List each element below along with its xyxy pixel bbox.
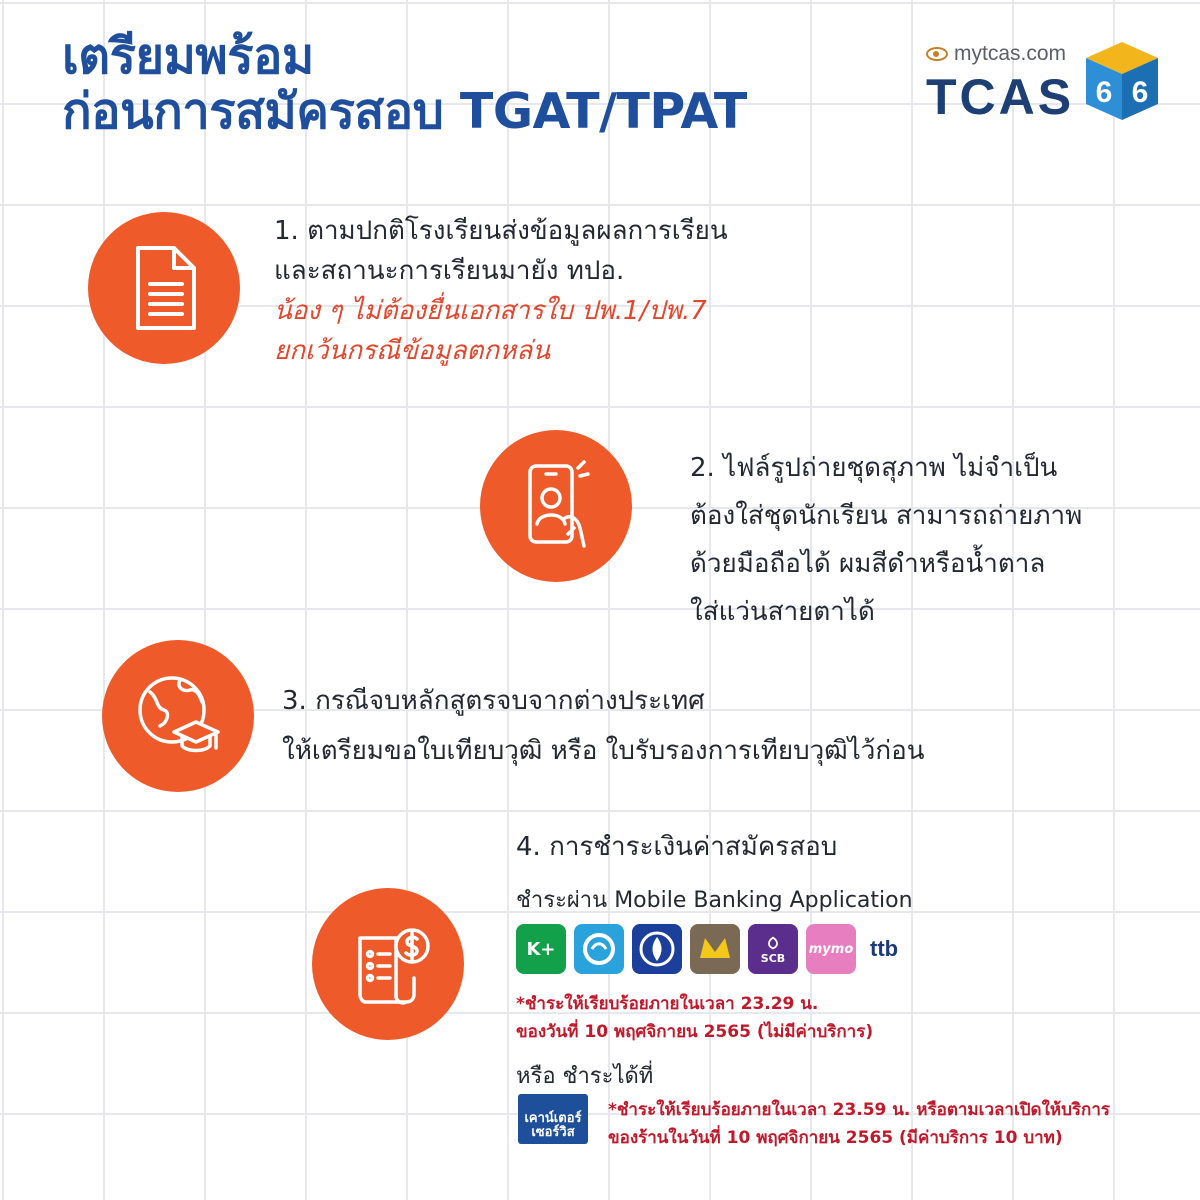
globe-graduation-icon: [130, 668, 226, 764]
logo-num-2: 6: [1131, 76, 1149, 109]
item-4-icon-circle: [312, 888, 464, 1040]
counter-payment-note: [608, 1096, 1110, 1152]
logo-wordmark: TCAS: [926, 69, 1075, 125]
ttb-icon: ttb: [870, 936, 899, 961]
item-1-icon-circle: [88, 212, 240, 364]
document-icon: [116, 240, 212, 336]
pay-via-text: ชำระผ่าน Mobile Banking Application: [516, 888, 913, 913]
eye-icon: [926, 47, 948, 61]
item-1-note-2: ยกเว้นกรณีข้อมูลตกหล่น: [274, 336, 550, 366]
bank-app-list: [516, 924, 898, 974]
item-2-line-2: ต้องใส่ชุดนักเรียน สามารถถ่ายภาพ: [690, 501, 1083, 531]
kplus-icon: K+: [516, 924, 566, 974]
logo-num-1: 6: [1095, 76, 1113, 109]
tcas-logo: [926, 36, 1166, 125]
item-3-line-2: ให้เตรียมขอใบเทียบวุฒิ หรือ ใบรับรองการเทียบวุฒิไว้ก่อน: [282, 736, 925, 766]
item-4-heading: 4. การชำระเงินค่าสมัครสอบ: [516, 832, 838, 862]
item-2-line-4: ใส่แว่นสายตาได้: [690, 597, 875, 627]
phone-selfie-icon: [508, 458, 604, 554]
item-2-icon-circle: [480, 430, 632, 582]
item-2-line-1: 2. ไฟล์รูปถ่ายชุดสุภาพ ไม่จำเป็น: [690, 453, 1058, 483]
item-2-text: [690, 444, 1082, 636]
item-3-icon-circle: [102, 640, 254, 792]
logo-url: [926, 42, 1066, 66]
title-line-1: เตรียมพร้อม: [62, 28, 314, 85]
item-1-line-1: 1. ตามปกติโรงเรียนส่งข้อมูลผลการเรียน: [274, 216, 728, 246]
page-title: [62, 30, 747, 140]
item-3-line-1: 3. กรณีจบหลักสูตรจบจากต่างประเทศ: [282, 686, 705, 716]
title-line-2: ก่อนการสมัครสอบ TGAT/TPAT: [62, 82, 747, 140]
krungthai-icon: [574, 924, 624, 974]
item-1-text: [274, 211, 728, 371]
bank-note-line-1: *ชำระให้เรียบร้อยภายในเวลา 23.29 น.: [516, 994, 819, 1014]
scb-icon: [748, 924, 798, 974]
counter-service-icon: [518, 1094, 588, 1144]
scb-label: SCB: [760, 951, 786, 965]
item-1-note-1: น้อง ๆ ไม่ต้องยื่นเอกสารใบ ปพ.1/ปพ.7: [274, 296, 707, 326]
bank-payment-note: [516, 990, 873, 1046]
krungsri-icon: [690, 924, 740, 974]
item-1-line-2: และสถานะการเรียนมายัง ทปอ.: [274, 256, 625, 286]
mymo-gsb-icon: mymo: [806, 924, 856, 974]
bangkok-bank-icon: [632, 924, 682, 974]
item-3-text: [282, 676, 925, 776]
book-66-icon: [1084, 40, 1160, 122]
counter-note-line-2: ของร้านในวันที่ 10 พฤศจิกายน 2565 (มีค่าบริการ 10 บาท): [608, 1128, 1063, 1148]
or-pay-at-text: หรือ ชำระได้ที่: [516, 1064, 654, 1089]
logo-url-text: mytcas.com: [954, 42, 1067, 65]
bank-note-line-2: ของวันที่ 10 พฤศจิกายน 2565 (ไม่มีค่าบริการ): [516, 1022, 874, 1042]
counter-service-label: เคาน์เตอร์เซอร์วิส: [524, 1111, 582, 1140]
item-2-line-3: ด้วยมือถือได้ ผมสีดำหรือน้ำตาล: [690, 549, 1046, 579]
bill-payment-icon: [340, 916, 436, 1012]
counter-note-line-1: *ชำระให้เรียบร้อยภายในเวลา 23.59 น. หรือตามเวลาเปิดให้บริการ: [608, 1100, 1110, 1120]
